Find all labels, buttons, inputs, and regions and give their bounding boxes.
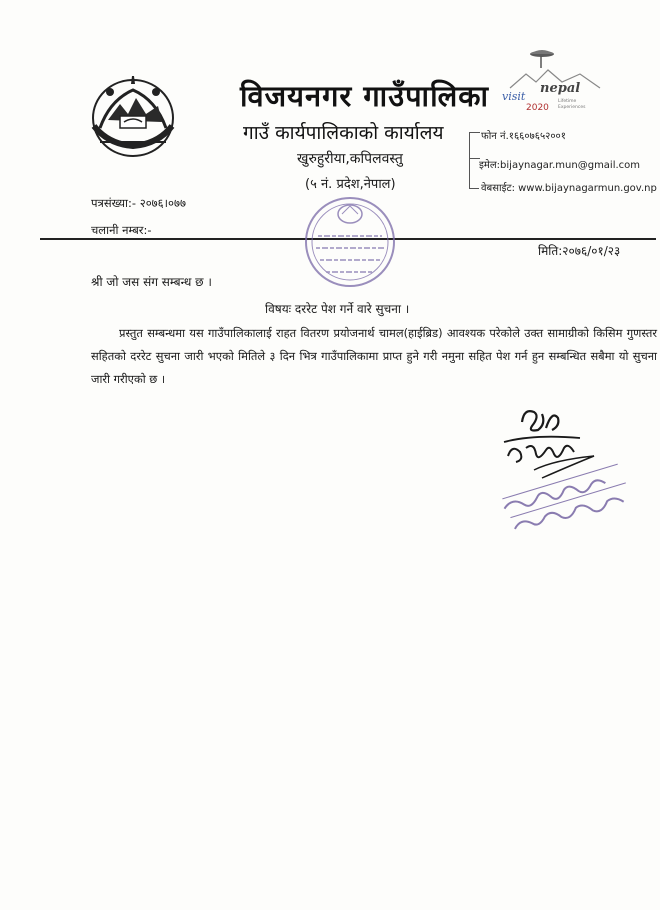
recipient-line: श्री जो जस संग सम्बन्ध छ । (91, 275, 212, 289)
svg-text:Lifetime: Lifetime (558, 99, 577, 104)
nepal-emblem-icon (80, 70, 186, 160)
svg-text:2020: 2020 (526, 103, 549, 113)
contact-email[interactable]: इमेल:bijaynagar.mun@gmail.com (479, 160, 641, 171)
contact-phone: फोन नं.१६६०७६५२००१ (481, 131, 566, 142)
office-name: गाउँ कार्यपालिकाको कार्यालय (243, 122, 444, 144)
signature-icon (494, 404, 644, 534)
address-line-2: (५ नं. प्रदेश,नेपाल) (305, 177, 396, 192)
official-stamp-icon (296, 192, 404, 292)
letter-date: मिति:२०७६/०१/२३ (538, 244, 621, 258)
letter-body: प्रस्तुत सम्बन्धमा यस गाउँपालिकालाई राहत वितरण प्रयोजनार्थ चामल(हाईब्रिड) आवश्यक परेकोले उक्त सामाग्रीको किसिम गुणस्तर सहितको दररेट सुचना जारी भएको मितिले ३ दिन भित्र गाउँपालिकामा प्राप्त हुने गरी नमुना सहित पेश गर्न हुन सम्बन्धित सबैमा यो सुचना जारी गरीएको छ । (91, 326, 657, 386)
svg-text:nepal: nepal (540, 81, 581, 96)
municipality-title: विजयनगर गाउँपालिका (240, 79, 490, 113)
visit-nepal-2020-logo-icon (500, 48, 612, 114)
contact-bracket-end (469, 188, 479, 189)
svg-text:Experiences: Experiences (558, 105, 586, 110)
contact-website[interactable]: वेबसाईट: www.bijaynagarmun.gov.np (481, 183, 657, 194)
letter-subject: विषयः दररेट पेश गर्ने वारे सुचना । (265, 302, 410, 316)
svg-text:visit: visit (502, 90, 526, 103)
dispatch-number: चलानी नम्बर:- (91, 223, 152, 237)
address-line-1: खुरुहुरीया,कपिलवस्तु (297, 151, 403, 167)
letter-reference-number: पत्रसंख्या:- २०७६।०७७ (91, 196, 186, 210)
